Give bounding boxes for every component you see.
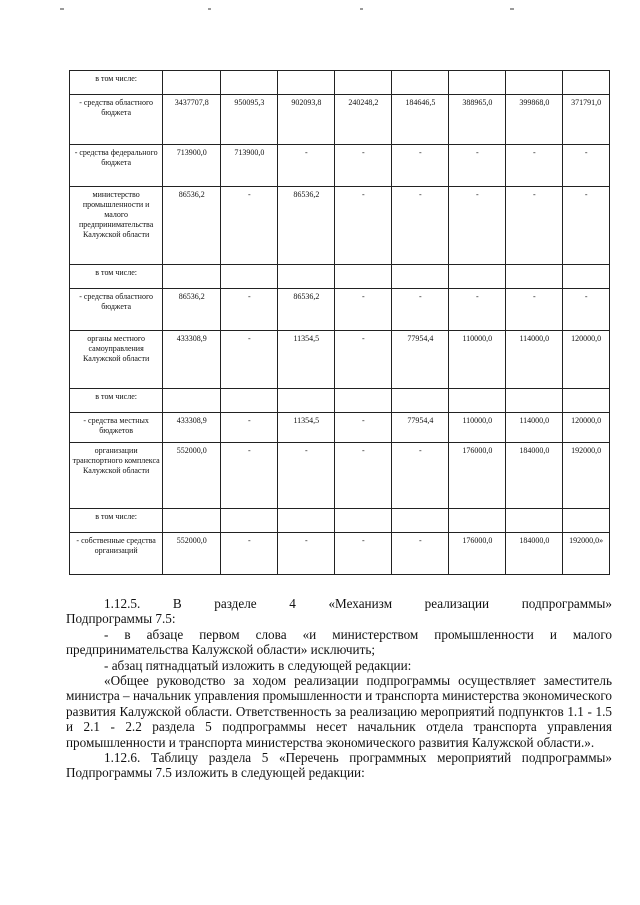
value-cell bbox=[392, 265, 449, 289]
value-cell: 184000,0 bbox=[506, 533, 563, 575]
funding-table bbox=[69, 70, 610, 575]
value-cell: 713900,0 bbox=[221, 145, 278, 187]
value-cell: 713900,0 bbox=[163, 145, 221, 187]
value-cell bbox=[449, 509, 506, 533]
value-cell: - bbox=[335, 413, 392, 443]
row-label-cell: органы местного самоуправления Калужской области bbox=[70, 331, 163, 389]
value-cell bbox=[278, 265, 335, 289]
value-cell bbox=[563, 389, 610, 413]
paragraph-new-wording: «Общее руководство за ходом реализации подпрограммы осуществляет заместитель министра – начальник управления промышленности и транспорта министерства экономического развития Калужской области. Ответственность за реализацию мероприятий подпунктов 1.1 - 1.5 и 2.1 - 2.2 раздела 5 подпрограммы несет начальник отдела транспорта управления промышленности и транспорта министерства экономического развития Калужской области.». bbox=[66, 673, 612, 750]
value-cell: 433308,9 bbox=[163, 331, 221, 389]
value-cell: 184000,0 bbox=[506, 443, 563, 509]
value-cell: - bbox=[392, 145, 449, 187]
table-row bbox=[70, 509, 610, 533]
row-label-cell: организации транспортного комплекса Калужской области bbox=[70, 443, 163, 509]
table-row bbox=[70, 443, 610, 509]
table-row bbox=[70, 95, 610, 145]
heading-word: реализации bbox=[424, 596, 490, 611]
value-cell: - bbox=[335, 331, 392, 389]
value-cell: 184646,5 bbox=[392, 95, 449, 145]
value-cell: 176000,0 bbox=[449, 443, 506, 509]
value-cell: - bbox=[335, 289, 392, 331]
value-cell: - bbox=[278, 145, 335, 187]
value-cell bbox=[221, 265, 278, 289]
value-cell bbox=[278, 509, 335, 533]
row-label-cell: в том числе: bbox=[70, 509, 163, 533]
value-cell bbox=[163, 389, 221, 413]
row-label-cell: - средства федерального бюджета bbox=[70, 145, 163, 187]
value-cell: - bbox=[221, 187, 278, 265]
table-row bbox=[70, 187, 610, 265]
value-cell: 11354,5 bbox=[278, 331, 335, 389]
value-cell bbox=[392, 71, 449, 95]
value-cell: 120000,0 bbox=[563, 413, 610, 443]
value-cell: 902093,8 bbox=[278, 95, 335, 145]
value-cell: - bbox=[449, 145, 506, 187]
value-cell bbox=[221, 509, 278, 533]
value-cell: 192000,0 bbox=[563, 443, 610, 509]
scan-artifact bbox=[208, 8, 211, 10]
value-cell bbox=[449, 71, 506, 95]
value-cell: 388965,0 bbox=[449, 95, 506, 145]
table-row bbox=[70, 71, 610, 95]
value-cell: - bbox=[506, 145, 563, 187]
heading-word: В bbox=[172, 596, 182, 611]
row-label-cell: министерство промышленности и малого предпринимательства Калужской области bbox=[70, 187, 163, 265]
value-cell: - bbox=[392, 443, 449, 509]
section-1-12-5-heading bbox=[66, 596, 612, 611]
value-cell: 114000,0 bbox=[506, 413, 563, 443]
value-cell bbox=[163, 265, 221, 289]
value-cell bbox=[506, 71, 563, 95]
value-cell bbox=[506, 389, 563, 413]
value-cell bbox=[563, 265, 610, 289]
section-1-12-5-heading-tail: Подпрограммы 7.5: bbox=[66, 611, 176, 627]
value-cell: - bbox=[335, 145, 392, 187]
value-cell bbox=[563, 509, 610, 533]
value-cell: 77954,4 bbox=[392, 331, 449, 389]
value-cell bbox=[335, 265, 392, 289]
value-cell: - bbox=[221, 413, 278, 443]
value-cell: 11354,5 bbox=[278, 413, 335, 443]
value-cell: 399868,0 bbox=[506, 95, 563, 145]
value-cell bbox=[335, 389, 392, 413]
value-cell: 86536,2 bbox=[163, 187, 221, 265]
heading-word: подпрограммы» bbox=[521, 596, 612, 611]
value-cell bbox=[449, 265, 506, 289]
value-cell: - bbox=[506, 187, 563, 265]
value-cell: - bbox=[221, 533, 278, 575]
value-cell: - bbox=[449, 289, 506, 331]
value-cell bbox=[506, 265, 563, 289]
value-cell bbox=[163, 509, 221, 533]
scan-artifact bbox=[510, 8, 514, 10]
value-cell: 110000,0 bbox=[449, 413, 506, 443]
row-label-cell: в том числе: bbox=[70, 71, 163, 95]
value-cell bbox=[449, 389, 506, 413]
value-cell: - bbox=[221, 331, 278, 389]
value-cell: - bbox=[278, 533, 335, 575]
value-cell: 86536,2 bbox=[163, 289, 221, 331]
value-cell: - bbox=[563, 289, 610, 331]
value-cell: - bbox=[221, 443, 278, 509]
value-cell bbox=[163, 71, 221, 95]
heading-word: разделе bbox=[214, 596, 257, 611]
value-cell: - bbox=[278, 443, 335, 509]
row-label-cell: - средства местных бюджетов bbox=[70, 413, 163, 443]
value-cell: 77954,4 bbox=[392, 413, 449, 443]
value-cell bbox=[278, 71, 335, 95]
value-cell: 3437707,8 bbox=[163, 95, 221, 145]
value-cell: 433308,9 bbox=[163, 413, 221, 443]
table-row bbox=[70, 389, 610, 413]
value-cell: - bbox=[335, 443, 392, 509]
value-cell: - bbox=[563, 187, 610, 265]
value-cell: 552000,0 bbox=[163, 533, 221, 575]
value-cell: - bbox=[392, 187, 449, 265]
row-label-cell: в том числе: bbox=[70, 389, 163, 413]
value-cell bbox=[221, 71, 278, 95]
value-cell: - bbox=[335, 187, 392, 265]
scan-artifact bbox=[60, 8, 64, 10]
value-cell: 86536,2 bbox=[278, 187, 335, 265]
heading-word: 4 bbox=[289, 596, 296, 611]
value-cell: 176000,0 bbox=[449, 533, 506, 575]
row-label-cell: - средства областного бюджета bbox=[70, 289, 163, 331]
row-label-cell: - собственные средства организаций bbox=[70, 533, 163, 575]
value-cell: - bbox=[335, 533, 392, 575]
section-1-12-6-paragraph: 1.12.6. Таблицу раздела 5 «Перечень программных мероприятий подпрограммы» Подпрограммы 7.5 изложить в следующей редакции: bbox=[66, 750, 612, 781]
heading-word: «Механизм bbox=[328, 596, 393, 611]
value-cell: - bbox=[449, 187, 506, 265]
row-label-cell: - средства областного бюджета bbox=[70, 95, 163, 145]
table-row bbox=[70, 145, 610, 187]
value-cell: 120000,0 bbox=[563, 331, 610, 389]
table-row bbox=[70, 413, 610, 443]
table-row bbox=[70, 331, 610, 389]
value-cell bbox=[278, 389, 335, 413]
value-cell bbox=[392, 389, 449, 413]
value-cell: 114000,0 bbox=[506, 331, 563, 389]
table-row bbox=[70, 265, 610, 289]
scan-artifact bbox=[360, 8, 363, 10]
value-cell: 371791,0 bbox=[563, 95, 610, 145]
value-cell: 552000,0 bbox=[163, 443, 221, 509]
value-cell bbox=[506, 509, 563, 533]
value-cell: 950095,3 bbox=[221, 95, 278, 145]
value-cell: - bbox=[392, 533, 449, 575]
value-cell: - bbox=[506, 289, 563, 331]
paragraph-new-wording-intro: - абзац пятнадцатый изложить в следующей редакции: bbox=[104, 657, 412, 673]
value-cell: 240248,2 bbox=[335, 95, 392, 145]
value-cell: 110000,0 bbox=[449, 331, 506, 389]
table-row bbox=[70, 533, 610, 575]
value-cell: - bbox=[221, 289, 278, 331]
table-row bbox=[70, 289, 610, 331]
value-cell bbox=[392, 509, 449, 533]
value-cell: 86536,2 bbox=[278, 289, 335, 331]
value-cell bbox=[563, 71, 610, 95]
value-cell: - bbox=[563, 145, 610, 187]
value-cell bbox=[335, 509, 392, 533]
heading-word: 1.12.5. bbox=[104, 596, 141, 611]
paragraph-exclude-words: - в абзаце первом слова «и министерством промышленности и малого предпринимательства Калужской области» исключить; bbox=[66, 626, 612, 658]
value-cell bbox=[335, 71, 392, 95]
funding-table-body bbox=[70, 71, 610, 575]
value-cell: - bbox=[392, 289, 449, 331]
row-label-cell: в том числе: bbox=[70, 265, 163, 289]
document-body-text bbox=[66, 596, 612, 781]
value-cell bbox=[221, 389, 278, 413]
value-cell: 192000,0» bbox=[563, 533, 610, 575]
